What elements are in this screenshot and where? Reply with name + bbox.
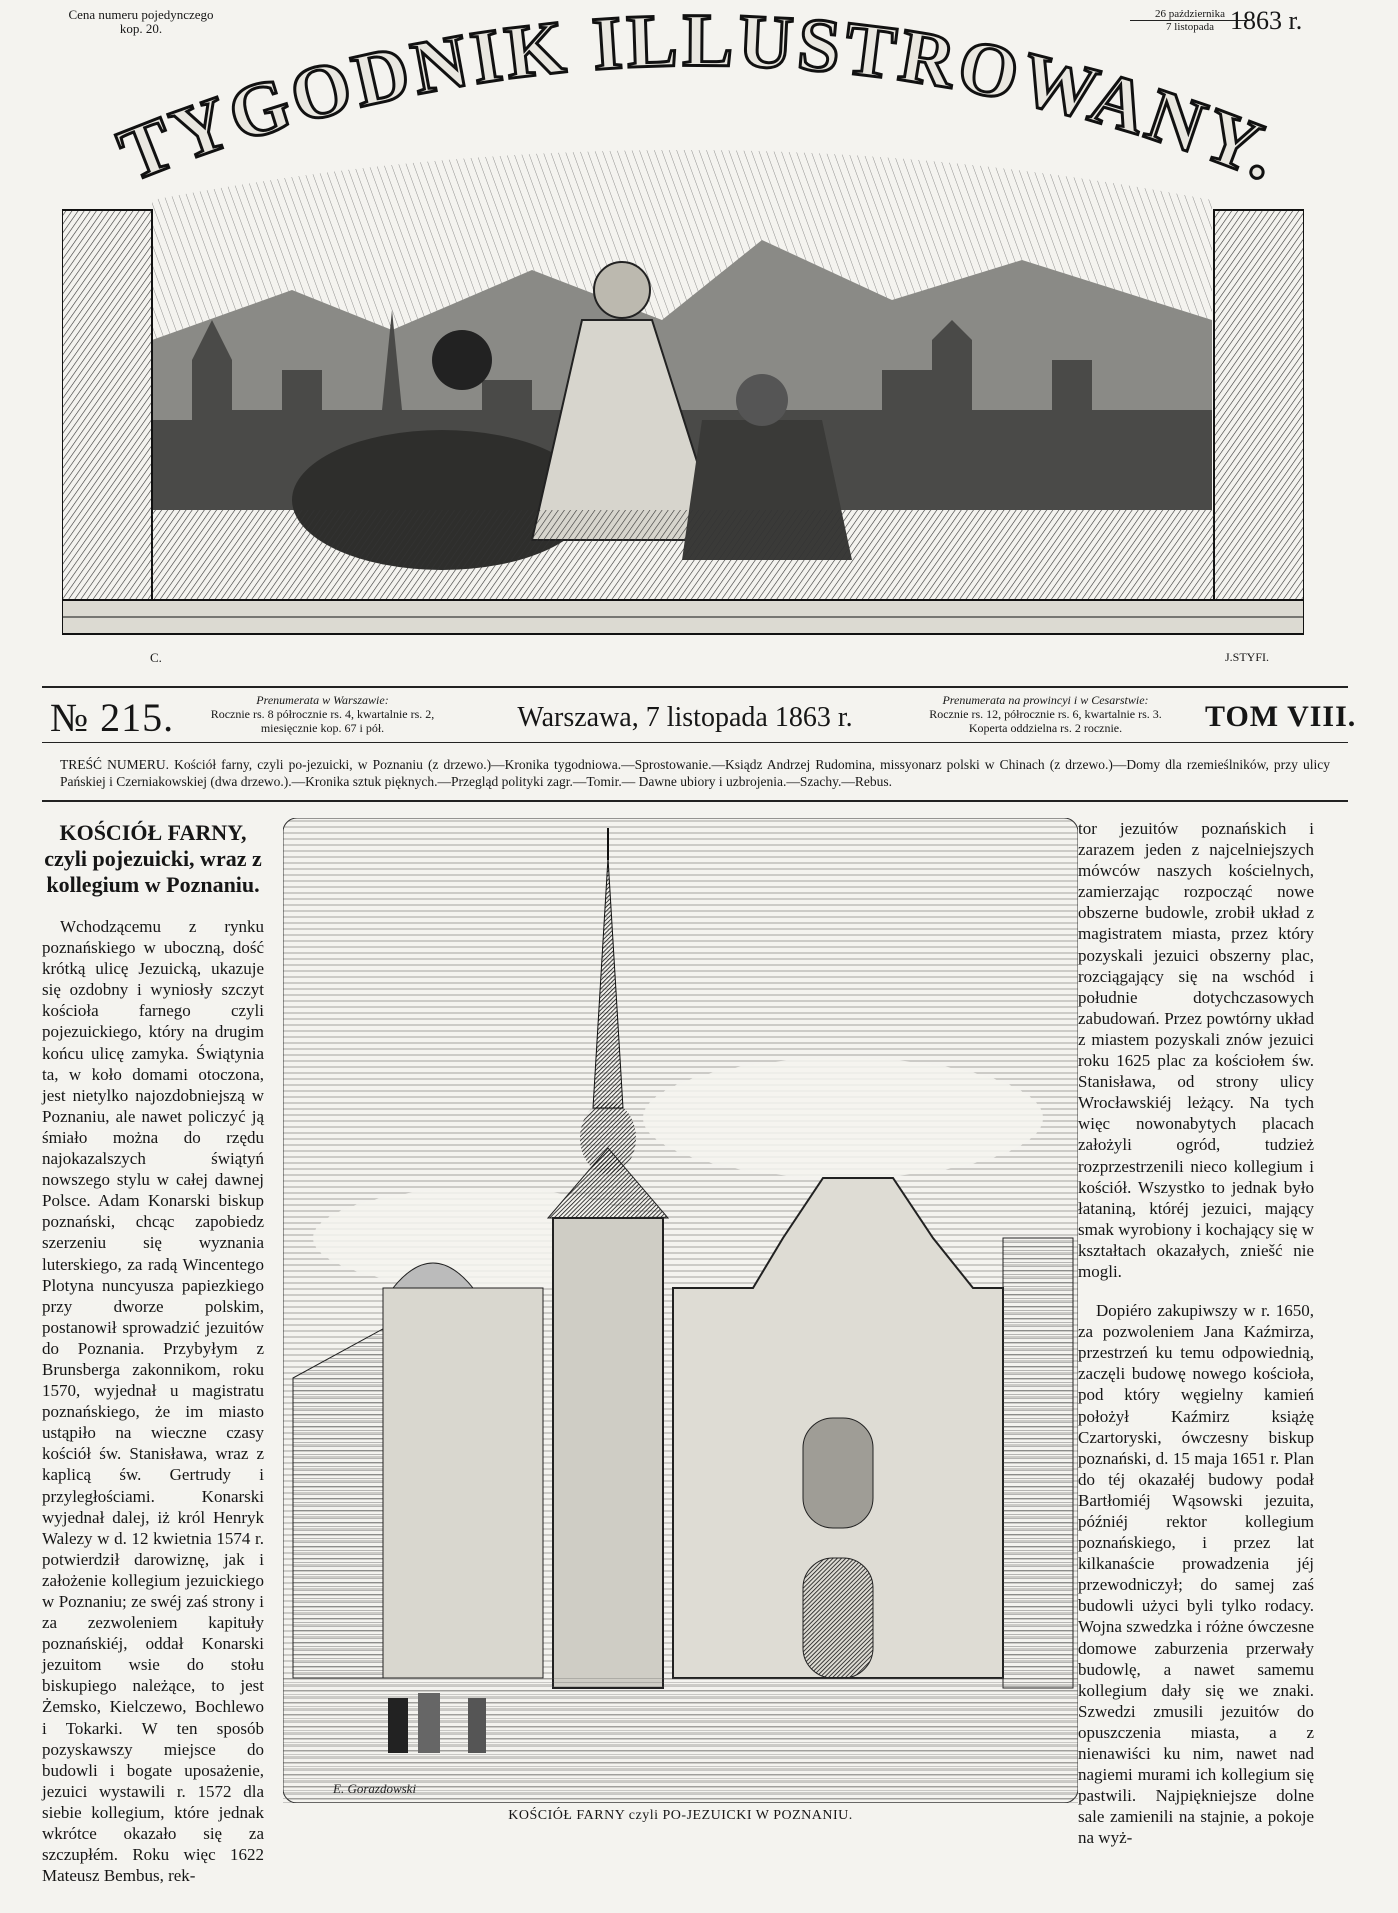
rule-middle xyxy=(42,742,1348,743)
church-tower xyxy=(553,1218,663,1688)
pedestrian-1 xyxy=(388,1698,408,1753)
date-new-style: 7 listopada xyxy=(1166,21,1214,33)
church-portal xyxy=(803,1558,873,1678)
illustration-caption: KOŚCIÓŁ FARNY czyli PO-JEZUICKI W POZNANIU. xyxy=(508,1808,853,1823)
engraver-mark-right: J.STYFI. xyxy=(1225,650,1270,664)
cloud-right xyxy=(643,1058,1043,1178)
article-column-right xyxy=(1078,818,1314,1849)
issue-number: № 215. xyxy=(50,695,175,740)
city-date: Warszawa, 7 listopada 1863 r. xyxy=(517,702,853,733)
subscription-provinces-line-1: Rocznie rs. 12, półrocznie rs. 6, kwartalnie rs. 3. xyxy=(929,707,1162,721)
engraver-mark-left: C. xyxy=(150,650,162,665)
subscription-provinces-line-2: Koperta oddzielna rs. 2 rocznie. xyxy=(968,721,1123,735)
worker-head xyxy=(432,330,492,390)
maiden-head xyxy=(736,374,788,426)
article-column-left xyxy=(42,820,264,1886)
subscription-provinces xyxy=(918,693,1173,735)
price-line-2: kop. 20. xyxy=(119,21,163,36)
subscription-warsaw xyxy=(190,693,455,735)
article-title-line-2: czyli pojezuicki, wraz z xyxy=(44,846,262,871)
subscription-provinces-heading: Prenumerata na prowincyi i w Cesarstwie: xyxy=(942,693,1149,707)
allegory-illustration xyxy=(62,120,1304,650)
facade-niche xyxy=(803,1418,873,1528)
rule-top xyxy=(42,686,1348,688)
article-paragraph-1: Wchodzącemu z rynku poznańskiego w uboczną, dość krótką ulicę Jezuicką, ukazuje się ozdobny i wyniosły szczyt kościoła farnego czyli pojezuickiego, który na drugim końcu ulicę zamyka. Świątynia ta, w koło domami otoczona, jest nietylko najozdobniejszą w Poznaniu, ale nawet policzyć ją śmiało można do rzędu najokazalszych świątyń nowszego stylu w całej dawnej Polsce. Adam Konarski biskup poznański, chcąc zapobiedz szerzeniu się wyznania luterskiego, za radą Wincentego Plotyna nuncyusza papiezkiego przy dworze polskim, postanowił sprowadzić jezuitów do Poznania. Przybyłym z Brunsberga zakonnikom, roku 1570, wyjednał u magistratu poznańskiego, że im miasto ustąpiło na wieczne czasy kościół św. Stanisława, wraz z kaplicą św. Gertrudy i przyległościami. Konarski wyjednał dalej, iż król Henryk Walezy w d. 12 kwietnia 1574 r. potwierdził darowiznę, jak i założenie kollegium jezuickiego w Poznaniu; ze swéj zaś strony i za zezwoleniem kapituły poznańskiéj, oddał Konarski jezuitom wsie do stołu biskupiego należące, to jest Żemsko, Kielczewo, Bochlewo i Tokarki. W ten sposób pozyskawszy miejsce do budowli i bogate uposażenie, jezuici wystawili r. 1572 dla siebie kollegium, które jednak wkrótce okazało się za szczupłém. Roku więc 1622 Mateusz Bembus, rek- xyxy=(42,917,264,1886)
price-line-1: Cena numeru pojedynczego xyxy=(68,7,214,22)
date-old-style: 26 października xyxy=(1130,8,1250,21)
article-paragraph-2: tor jezuitów poznańskich i zarazem jeden z najcelniejszych mówców naszych kościelnych, zamierzając rozpocząć nowe obszerne budowle, zrobił układ z magistratem miasta, przez który pozyskali jezuici obszerny plac, rozciągający się na wschód i południe dotychczasowych zabudowań. Przez powtórny układ z miastem pozyskali znów jezuici roku 1625 plac za kościołem św. Stanisława, od strony ulicy Wrocławskiéj leżący. Na tych więc nowonabytych placach założyli ogród, tudzież rozprzestrzenili nieco kollegium i kościół. Wszystko to jednak było łataniną, któréj jezuici, mający smak wyrobiony i kochający się w kształtach okazałych, zniešć nie mogli. xyxy=(1078,819,1314,1281)
subscription-warsaw-line-1: Rocznie rs. 8 półrocznie rs. 4, kwartalnie rs. 2, xyxy=(210,707,435,721)
article-title-line-3: kollegium w Poznaniu. xyxy=(46,872,260,897)
illustration-signature: E. Gorazdowski xyxy=(333,1781,417,1796)
right-pillar xyxy=(1214,210,1304,610)
pedestrian-3 xyxy=(468,1698,486,1753)
building-right xyxy=(1003,1238,1073,1688)
issue-year: 1863 r. xyxy=(1230,6,1303,35)
subscription-warsaw-line-2: miesięcznie kop. 67 i pół. xyxy=(260,721,385,735)
building-left-mid xyxy=(383,1288,543,1678)
rule-bottom xyxy=(42,800,1348,802)
article-title-line-1: KOŚCIÓŁ FARNY, xyxy=(59,820,247,845)
table-of-contents: TREŚĆ NUMERU. Kościół farny, czyli po-jezuicki, w Poznaniu (z drzewo.)—Kronika tygodniowa.—Sprostowanie.—Ksiądz Andrzej Rudomina, missyonarz polski w Chinach (z drzewo.)—Domy dla rzemieślników, przy ulicy Pańskiej i Czerniakowskiej (dwa drzewo.).—Kronika sztuk pięknych.—Przegląd polityki zagr.—Tomir.— Dawne ubiory i uzbrojenia.—Szachy.—Rebus. xyxy=(60,757,1330,789)
article-paragraph-3: Dopiéro zakupiwszy w r. 1650, za pozwoleniem Jana Kaźmirza, przestrzeń ku temu odpowiednią, zaczęli budowę nowego kościoła, pod który węgielny kamień położył Kaźmirz książę Czartoryski, ówczesny biskup poznański, d. 15 maja 1651 r. Plan do téj okazałéj budowy podał Bartłomiéj Wąsowski jezuita, późniéj rektor kollegium poznańskiego, i przez lat kilkanaście prowadzenia jéj przewodniczył; do samej zaś budowli użyci byli tylko rodacy. Wojna szwedzka i różne ówczesne domowe zaburzenia przerwały budowlę, a nawet samemu kollegium dały się we znaki. Szwedzi zmusili jezuitów do opuszczenia miasta, a z nienawiści ku nim, nawet nad nagiemi murami ich kollegium się pastwili. Najpiękniejsze dolne sale zamienili na stajnie, a pokoje na wyż- xyxy=(1078,1301,1314,1848)
article-title xyxy=(42,820,264,898)
subscription-warsaw-heading: Prenumerata w Warszawie: xyxy=(256,693,389,707)
tower-bulb xyxy=(580,1102,636,1174)
masthead-title: TYGODNIK ILLUSTROWANY. xyxy=(107,8,1293,198)
muse-head xyxy=(594,262,650,318)
foreground-objects xyxy=(152,510,1214,600)
left-pillar xyxy=(62,210,152,610)
volume-label: TOM VIII. xyxy=(1205,700,1357,733)
pedestrian-2 xyxy=(418,1693,440,1753)
church-illustration xyxy=(283,818,1078,1803)
